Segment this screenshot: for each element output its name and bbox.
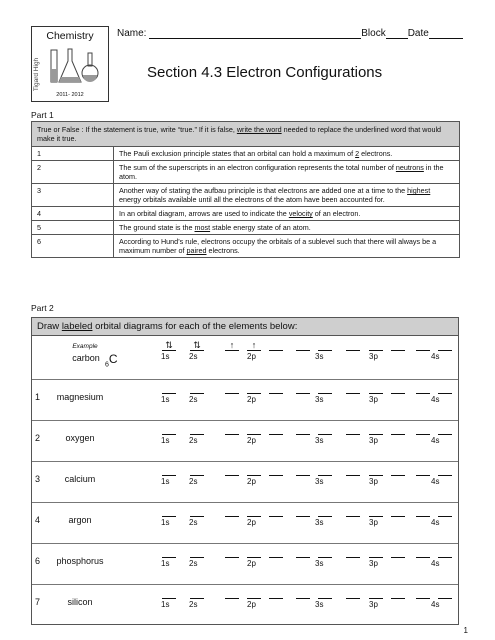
orbital-box[interactable]	[269, 589, 283, 599]
orbital-box[interactable]: ↑	[225, 341, 239, 351]
orbital-box[interactable]	[318, 589, 332, 599]
orbital-box[interactable]	[438, 589, 452, 599]
statement-text: The Pauli exclusion principle states that an orbital can hold a maximum of	[119, 149, 356, 158]
part1-instructions: True or False : If the statement is true, write “true.” If it is false, write the word needed to replace the underlined word that would make it true.	[32, 122, 460, 147]
orbital-box[interactable]	[391, 466, 405, 476]
tf-row	[32, 207, 460, 221]
tf-statement	[114, 184, 460, 207]
statement-text: According to Hund’s rule, electrons occupy the orbitals of a sublevel such that there will always be a maximum number of	[119, 237, 437, 255]
orbital-box[interactable]	[162, 507, 176, 517]
orbital-box[interactable]	[318, 341, 332, 351]
orbital-label: 1s	[161, 559, 170, 568]
page-title: Section 4.3 Electron Configurations	[147, 64, 383, 81]
tf-number: 2	[37, 163, 41, 172]
orbital-box[interactable]	[346, 466, 360, 476]
statement-text: In an orbital diagram, arrows are used to indicate the	[119, 209, 289, 218]
tf-row	[32, 147, 460, 161]
element-row	[32, 379, 458, 421]
orbital-diagram-table	[31, 317, 459, 625]
orbital-label: 4s	[431, 518, 440, 527]
orbital-box[interactable]	[162, 384, 176, 394]
tf-statement	[114, 235, 460, 258]
orbital-label: 2s	[189, 600, 198, 609]
orbital-box[interactable]	[190, 507, 204, 517]
tf-answer-cell[interactable]	[32, 184, 114, 207]
orbital-label: 3p	[369, 518, 378, 527]
orbital-box[interactable]	[416, 425, 430, 435]
orbital-label: 1s	[161, 477, 170, 486]
block-blank[interactable]	[386, 28, 408, 39]
orbital-box[interactable]	[438, 341, 452, 351]
orbital-box[interactable]	[162, 548, 176, 558]
orbital-box[interactable]	[346, 589, 360, 599]
orbital-label: 3p	[369, 477, 378, 486]
chemistry-logo	[31, 26, 109, 102]
orbital-label: 2s	[189, 518, 198, 527]
orbital-box[interactable]	[318, 466, 332, 476]
underlined-word: most	[194, 223, 211, 232]
tf-number: 1	[37, 149, 41, 158]
orbital-label: 2p	[247, 436, 256, 445]
orbital-box[interactable]	[296, 384, 310, 394]
orbital-box[interactable]	[296, 589, 310, 599]
element-name: silicon	[67, 597, 93, 607]
element-name: magnesium	[56, 392, 104, 402]
orbital-box[interactable]	[269, 384, 283, 394]
orbital-box[interactable]	[369, 548, 383, 558]
element-name: argon	[68, 515, 92, 525]
row-number: 2	[35, 433, 41, 443]
orbital-label: 3s	[315, 477, 324, 486]
orbital-box[interactable]	[247, 548, 261, 558]
statement-text: of an electron.	[312, 209, 361, 218]
statement-text: The sum of the superscripts in an electron configuration represents the total number of	[119, 163, 396, 172]
logo-year: 2011- 2012	[56, 92, 84, 98]
logo-school: Tigard High	[33, 57, 41, 92]
orbital-label: 1s	[161, 518, 170, 527]
orbital-box[interactable]	[162, 589, 176, 599]
orbital-label: 3p	[369, 559, 378, 568]
underlined-word: neutrons	[395, 163, 424, 172]
orbital-box[interactable]	[190, 548, 204, 558]
orbital-label: 1s	[161, 600, 170, 609]
orbital-box[interactable]	[438, 548, 452, 558]
orbital-box[interactable]	[190, 466, 204, 476]
orbital-label: 2s	[189, 559, 198, 568]
orbital-box[interactable]	[346, 341, 360, 351]
orbital-label: 1s	[161, 352, 170, 361]
tf-number: 6	[37, 237, 41, 246]
orbital-box[interactable]	[391, 589, 405, 599]
orbital-box[interactable]	[438, 507, 452, 517]
name-blank[interactable]	[149, 28, 361, 39]
element-row	[32, 461, 458, 503]
orbital-box[interactable]	[296, 507, 310, 517]
orbital-box[interactable]	[416, 466, 430, 476]
element-name: phosphorus	[56, 556, 104, 566]
orbital-box[interactable]	[225, 384, 239, 394]
tf-answer-cell[interactable]	[32, 207, 114, 221]
orbital-label: 3s	[315, 436, 324, 445]
orbital-box[interactable]	[269, 341, 283, 351]
orbital-box[interactable]	[269, 466, 283, 476]
part1-table	[31, 121, 460, 258]
tf-row	[32, 161, 460, 184]
orbital-box[interactable]	[346, 425, 360, 435]
orbital-box[interactable]	[269, 548, 283, 558]
orbital-box[interactable]	[318, 425, 332, 435]
element-row	[32, 502, 458, 544]
row-number: 3	[35, 474, 41, 484]
orbital-box[interactable]	[225, 425, 239, 435]
tf-statement	[114, 147, 460, 161]
orbital-box[interactable]	[190, 425, 204, 435]
orbital-label: 4s	[431, 395, 440, 404]
orbital-box[interactable]	[369, 507, 383, 517]
orbital-box[interactable]	[318, 507, 332, 517]
orbital-box[interactable]: ⇅	[162, 341, 176, 351]
orbital-box[interactable]	[296, 425, 310, 435]
orbital-label: 2s	[189, 395, 198, 404]
statement-text: The ground state is the	[119, 223, 195, 232]
orbital-box[interactable]	[438, 425, 452, 435]
orbital-box[interactable]	[416, 384, 430, 394]
orbital-box[interactable]	[269, 425, 283, 435]
element-name: carbon	[72, 353, 100, 363]
orbital-box[interactable]	[416, 589, 430, 599]
orbital-box[interactable]	[247, 507, 261, 517]
underlined-word: velocity	[288, 209, 313, 218]
name-block-date-line	[117, 28, 463, 39]
orbital-box[interactable]	[269, 507, 283, 517]
orbital-label: 4s	[431, 477, 440, 486]
row-number: 1	[35, 392, 41, 402]
orbital-label: 3p	[369, 600, 378, 609]
orbital-box[interactable]	[416, 507, 430, 517]
statement-text: electrons.	[206, 246, 240, 255]
orbital-box[interactable]: ↑	[247, 341, 261, 351]
orbital-label: 3s	[315, 559, 324, 568]
tf-row	[32, 235, 460, 258]
orbital-box[interactable]	[296, 548, 310, 558]
orbital-label: 2p	[247, 477, 256, 486]
date-blank[interactable]	[429, 28, 463, 39]
underlined-word: 2	[355, 149, 360, 158]
tf-statement	[114, 207, 460, 221]
example-row	[32, 336, 458, 380]
orbital-label: 3s	[315, 600, 324, 609]
orbital-box[interactable]	[247, 425, 261, 435]
orbital-label: 1s	[161, 436, 170, 445]
orbital-box[interactable]	[318, 384, 332, 394]
orbital-box[interactable]	[296, 466, 310, 476]
part2-label: Part 2	[31, 303, 54, 313]
block-label: Block	[361, 28, 386, 39]
name-label: Name:	[117, 28, 150, 39]
orbital-box[interactable]	[369, 384, 383, 394]
statement-text: energy orbitals available until all the electrons of the atom have been accounted for.	[119, 195, 385, 204]
orbital-box[interactable]	[369, 589, 383, 599]
orbital-box[interactable]	[190, 384, 204, 394]
orbital-label: 2s	[189, 436, 198, 445]
orbital-box[interactable]	[247, 384, 261, 394]
orbital-box[interactable]	[296, 341, 310, 351]
tf-number: 3	[37, 186, 41, 195]
orbital-label: 3p	[369, 436, 378, 445]
orbital-box[interactable]: ⇅	[190, 341, 204, 351]
orbital-label: 1s	[161, 395, 170, 404]
statement-text: stable energy state of an atom.	[210, 223, 311, 232]
orbital-label: 3s	[315, 395, 324, 404]
date-label: Date	[407, 28, 429, 39]
orbital-label: 2p	[247, 600, 256, 609]
orbital-label: 2p	[247, 518, 256, 527]
logo-subject: Chemistry	[46, 30, 94, 42]
underlined-word: highest	[407, 186, 431, 195]
orbital-box[interactable]	[438, 466, 452, 476]
orbital-box[interactable]	[391, 341, 405, 351]
element-row	[32, 420, 458, 462]
part1-label: Part 1	[31, 110, 54, 120]
orbital-box[interactable]	[318, 548, 332, 558]
element-row	[32, 584, 458, 625]
flask-icon	[48, 45, 102, 85]
orbital-box[interactable]	[225, 466, 239, 476]
orbital-box[interactable]	[391, 425, 405, 435]
orbital-box[interactable]	[416, 548, 430, 558]
orbital-box[interactable]	[225, 507, 239, 517]
element-symbol: $_6$C	[105, 352, 118, 369]
orbital-box[interactable]	[416, 341, 430, 351]
tf-number: 4	[37, 209, 41, 218]
statement-text: in the atom.	[119, 163, 444, 181]
tf-number: 5	[37, 223, 41, 232]
orbital-label: 2s	[189, 352, 198, 361]
orbital-box[interactable]	[369, 341, 383, 351]
orbital-box[interactable]	[225, 548, 239, 558]
orbital-box[interactable]	[346, 507, 360, 517]
orbital-label: 2p	[247, 395, 256, 404]
element-row	[32, 543, 458, 585]
orbital-label: 2p	[247, 352, 256, 361]
orbital-label: 3s	[315, 352, 324, 361]
orbital-label: 3p	[369, 352, 378, 361]
orbital-label: 4s	[431, 559, 440, 568]
orbital-box[interactable]	[190, 589, 204, 599]
underlined-word: paired	[186, 246, 207, 255]
orbital-box[interactable]	[225, 589, 239, 599]
orbital-box[interactable]	[346, 384, 360, 394]
orbital-box[interactable]	[391, 548, 405, 558]
row-number: 6	[35, 556, 41, 566]
orbital-box[interactable]	[247, 466, 261, 476]
orbital-box[interactable]	[346, 548, 360, 558]
tf-statement	[114, 161, 460, 184]
tf-statement	[114, 221, 460, 235]
orbital-label: 2p	[247, 559, 256, 568]
statement-text: electrons.	[359, 149, 393, 158]
orbital-label: 4s	[431, 352, 440, 361]
orbital-label: 4s	[431, 436, 440, 445]
orbital-box[interactable]	[162, 425, 176, 435]
orbital-label: 3p	[369, 395, 378, 404]
page-number: 1	[463, 626, 468, 635]
tf-answer-cell[interactable]	[32, 221, 114, 235]
orbital-label: 3s	[315, 518, 324, 527]
orbital-box[interactable]	[369, 466, 383, 476]
tf-answer-cell[interactable]	[32, 147, 114, 161]
row-number: 7	[35, 597, 41, 607]
orbital-box[interactable]	[391, 384, 405, 394]
orbital-box[interactable]	[247, 589, 261, 599]
element-name: oxygen	[65, 433, 95, 443]
tf-answer-cell[interactable]	[32, 235, 114, 258]
tf-row	[32, 221, 460, 235]
row-number: 4	[35, 515, 41, 525]
orbital-box[interactable]	[438, 384, 452, 394]
part2-instructions: Draw labeled orbital diagrams for each of the elements below:	[32, 318, 458, 336]
tf-answer-cell[interactable]	[32, 161, 114, 184]
statement-text: Another way of stating the aufbau principle is that electrons are added one at a time to the	[119, 186, 408, 195]
tf-row	[32, 184, 460, 207]
element-name: calcium	[64, 474, 96, 484]
orbital-box[interactable]	[391, 507, 405, 517]
example-label: Example	[72, 343, 98, 350]
orbital-label: 4s	[431, 600, 440, 609]
orbital-box[interactable]	[369, 425, 383, 435]
orbital-box[interactable]	[162, 466, 176, 476]
orbital-label: 2s	[189, 477, 198, 486]
